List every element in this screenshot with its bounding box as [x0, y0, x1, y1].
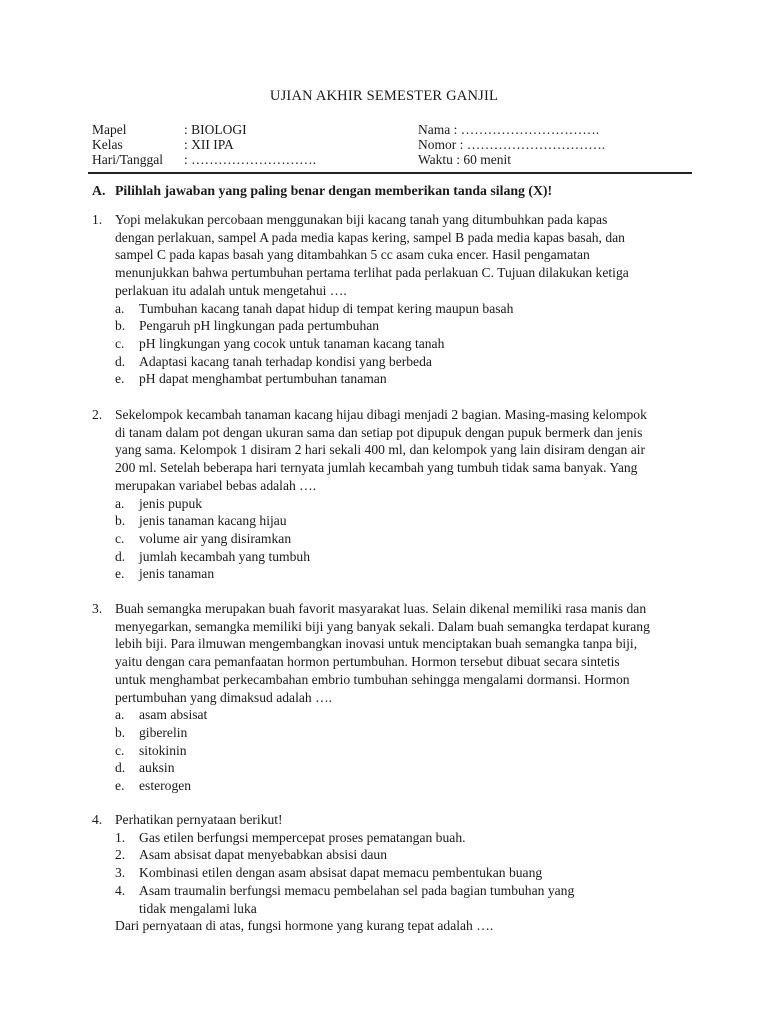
answer-option-e[interactable]	[115, 370, 692, 388]
answer-option-b[interactable]	[115, 512, 692, 530]
stem-line: 200 ml. Setelah beberapa hari ternyata jumlah kecambah yang tumbuh tidak sama banyak. Yang	[115, 460, 638, 476]
hari-row	[92, 152, 316, 168]
stem-line: perlakuan itu adalah untuk mengetahui ….	[115, 282, 347, 298]
answer-option-e[interactable]	[115, 777, 692, 795]
stem-line: menunjukkan bahwa pertumbuhan pertama terlihat pada perlakuan C. Tujuan dilakukan ketiga	[115, 265, 629, 281]
option-label: a.	[115, 300, 125, 316]
option-label: c.	[115, 530, 125, 546]
question-number: 3.	[92, 601, 103, 616]
question-4	[92, 811, 692, 935]
mapel-label: Mapel	[92, 122, 127, 137]
question-number: 2.	[92, 407, 103, 422]
option-text: giberelin	[139, 724, 188, 740]
question-stem	[115, 811, 692, 829]
statement-text: Asam absisat dapat menyebabkan absisi daun	[139, 847, 388, 863]
answer-option-a[interactable]	[115, 706, 692, 724]
answer-option-c[interactable]	[115, 742, 692, 760]
answer-option-d[interactable]	[115, 353, 692, 371]
statement-4	[115, 882, 692, 917]
section-instruction: Pilihlah jawaban yang paling benar dengan memberikan tanda silang (X)!	[115, 183, 553, 198]
stem-line: yaitu dengan cara pemanfaatan hormon pertumbuhan. Hormon tersebut dibuat secara sintetis	[115, 654, 620, 670]
stem-line: menyegarkan, semangka memiliki biji yang banyak sekali. Dalam buah semangka terdapat kurang	[115, 618, 650, 634]
stem-line: yang sama. Kelompok 1 disiram 2 hari sekali 400 ml, dan kelompok yang lain disiram dengan air	[115, 442, 646, 458]
question-1	[92, 211, 692, 388]
question-stem	[115, 406, 692, 495]
kelas-label: Kelas	[92, 137, 123, 152]
answer-option-b[interactable]	[115, 317, 692, 335]
statement-text: Kombinasi etilen dengan asam absisat dapat memacu pembentukan buang	[139, 865, 543, 881]
mapel-row	[92, 122, 247, 138]
waktu-field: Waktu : 60 menit	[418, 152, 512, 167]
option-label: a.	[115, 495, 125, 511]
statement-label: 4.	[115, 882, 126, 898]
stem-line: lebih biji. Para ilmuwan mengembangkan inovasi untuk menciptakan buah semangka tanpa biji,	[115, 636, 638, 652]
question-2	[92, 406, 692, 583]
hari-value: : ……………………….	[184, 152, 317, 167]
answer-option-e[interactable]	[115, 565, 692, 583]
question-closing: Dari pernyataan di atas, fungsi hormone yang kurang tepat adalah ….	[115, 918, 494, 934]
option-text: Pengaruh pH lingkungan pada pertumbuhan	[139, 318, 380, 334]
kelas-row	[92, 137, 234, 153]
stem-line: Buah semangka merupakan buah favorit masyarakat luas. Selain dikenal memiliki rasa manis dan	[115, 601, 647, 616]
option-text: Tumbuhan kacang tanah dapat hidup di tempat kering maupun basah	[139, 300, 514, 316]
answer-option-a[interactable]	[115, 495, 692, 513]
header-divider	[88, 172, 692, 174]
answer-option-c[interactable]	[115, 335, 692, 353]
nomor-field: Nomor : ………………………….	[418, 137, 606, 152]
option-label: c.	[115, 742, 125, 758]
option-label: d.	[115, 760, 126, 776]
statement-label: 3.	[115, 865, 126, 881]
nama-field: Nama : ………………………….	[418, 122, 600, 137]
option-label: e.	[115, 566, 125, 582]
statement-text: Asam traumalin berfungsi memacu pembelahan sel pada bagian tumbuhan yang tidak mengalami luka	[139, 882, 575, 916]
kelas-value: : XII IPA	[184, 137, 234, 152]
option-label: d.	[115, 353, 126, 369]
option-text: jumlah kecambah yang tumbuh	[139, 548, 311, 564]
statement-label: 2.	[115, 847, 126, 863]
answer-option-d[interactable]	[115, 759, 692, 777]
statement-2	[115, 846, 692, 864]
answer-option-c[interactable]	[115, 530, 692, 548]
stem-line: Perhatikan pernyataan berikut!	[115, 812, 283, 827]
statement-text: Gas etilen berfungsi mempercepat proses pematangan buah.	[139, 829, 466, 845]
answer-option-b[interactable]	[115, 724, 692, 742]
question-number: 4.	[92, 812, 103, 827]
question-number: 1.	[92, 212, 103, 227]
answer-option-a[interactable]	[115, 300, 692, 318]
option-text: Adaptasi kacang tanah terhadap kondisi yang berbeda	[139, 353, 432, 369]
stem-line: dengan perlakuan, sampel A pada media kapas kering, sampel B pada media kapas basah, dan	[115, 229, 625, 245]
option-text: jenis tanaman	[139, 566, 215, 582]
option-text: auksin	[139, 760, 175, 776]
section-letter: A.	[92, 183, 106, 198]
exam-title: UJIAN AKHIR SEMESTER GANJIL	[269, 88, 499, 104]
option-label: b.	[115, 724, 126, 740]
stem-line: Yopi melakukan percobaan menggunakan biji kacang tanah yang ditumbuhkan pada kapas	[115, 212, 608, 227]
answer-option-d[interactable]	[115, 548, 692, 566]
question-stem	[115, 211, 692, 300]
option-text: asam absisat	[139, 707, 208, 723]
stem-line: merupakan variabel bebas adalah ….	[115, 477, 317, 493]
statement-label: 1.	[115, 829, 126, 845]
question-stem	[115, 600, 692, 706]
option-label: b.	[115, 513, 126, 529]
option-label: e.	[115, 371, 125, 387]
stem-line: di tanam dalam pot dengan ukuran sama dan setiap pot dipupuk dengan pupuk bermerk dan jenis	[115, 424, 643, 440]
option-text: esterogen	[139, 778, 192, 794]
option-text: jenis pupuk	[139, 495, 203, 511]
option-text: pH dapat menghambat pertumbuhan tanaman	[139, 371, 387, 387]
mapel-value: : BIOLOGI	[184, 122, 247, 137]
option-text: sitokinin	[139, 742, 187, 758]
option-label: a.	[115, 707, 125, 723]
option-text: pH lingkungan yang cocok untuk tanaman kacang tanah	[139, 335, 445, 351]
option-text: jenis tanaman kacang hijau	[139, 513, 287, 529]
statement-1	[115, 829, 692, 847]
option-label: e.	[115, 778, 125, 794]
stem-line: Sekelompok kecambah tanaman kacang hijau dibagi menjadi 2 bagian. Masing-masing kelompok	[115, 407, 647, 422]
option-text: volume air yang disiramkan	[139, 530, 292, 546]
option-label: b.	[115, 318, 126, 334]
hari-label: Hari/Tanggal	[92, 152, 164, 167]
stem-line: pertumbuhan yang dimaksud adalah ….	[115, 689, 333, 705]
option-label: c.	[115, 335, 125, 351]
section-heading	[92, 183, 552, 199]
option-label: d.	[115, 548, 126, 564]
statement-3	[115, 864, 692, 882]
stem-line: sampel C pada kapas basah yang ditambahkan 5 cc asam cuka encer. Hasil pengamatan	[115, 247, 590, 263]
stem-line: untuk menghambat perkecambahan embrio tumbuhan sehingga mengalami dormansi. Hormon	[115, 671, 630, 687]
question-3	[92, 600, 692, 795]
